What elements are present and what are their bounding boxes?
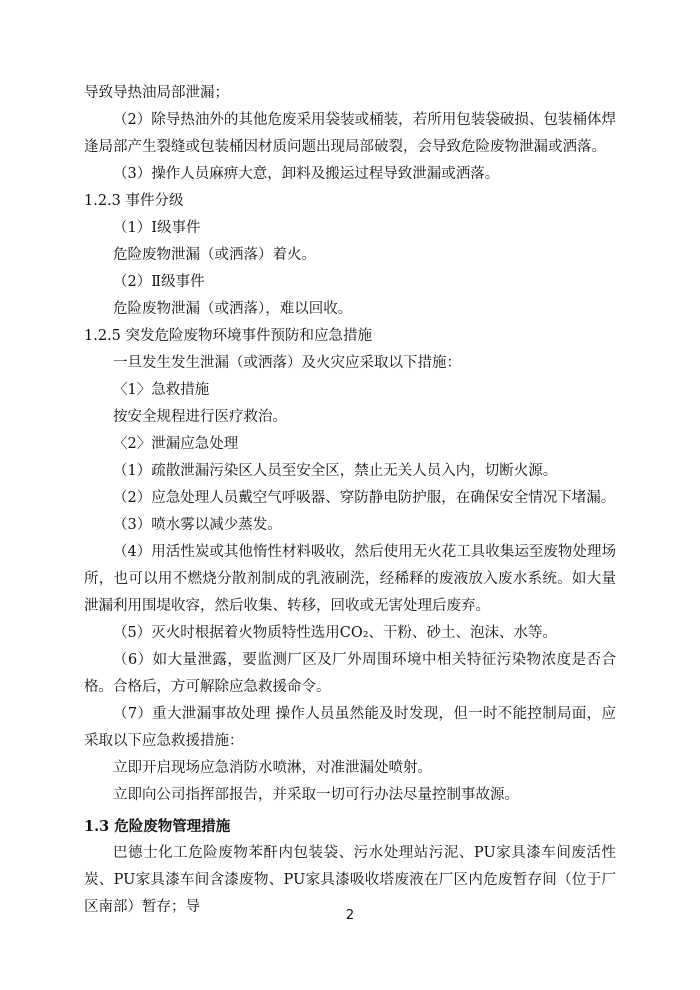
paragraph: 〈1〉急救措施 [113, 382, 210, 398]
paragraph: （5）灭火时根据着火物质特性选用CO₂、干粉、砂土、泡沫、水等。 [113, 625, 558, 641]
paragraph: （2）除导热油外的其他危废采用袋装或桶装，若所用包装袋破损、包装桶体焊逢局部产生裂缝或包装桶因材质问题出现局部破裂，会导致危险废物泄漏或洒落。 [84, 112, 616, 155]
paragraph: 1.2.3 事件分级 [84, 193, 184, 209]
paragraph: （3）喷水雾以减少蒸发。 [113, 517, 282, 533]
page-body [84, 80, 616, 921]
paragraph: 按安全规程进行医疗救治。 [113, 409, 287, 425]
paragraph: 危险废物泄漏（或洒落），难以回收。 [113, 301, 353, 317]
paragraph: 1.2.5 突发危险废物环境事件预防和应急措施 [84, 328, 373, 344]
paragraph: （1）Ⅰ级事件 [113, 220, 201, 236]
paragraph: （7）重大泄漏事故处理 操作人员虽然能及时发现，但一时不能控制局面，应采取以下应急救援措施： [84, 706, 616, 749]
paragraph: （4）用活性炭或其他惰性材料吸收，然后使用无火花工具收集运至废物处理场所，也可以用不燃烧分散剂制成的乳液刷洗，经稀释的废液放入废水系统。如大量泄漏利用围堤收容，然后收集、转移，回收或无害处理后废弃。 [84, 544, 616, 614]
paragraph: 导致导热油局部泄漏； [84, 85, 229, 101]
paragraph: （2）Ⅱ级事件 [113, 274, 205, 290]
paragraph: 立即向公司指挥部报告，并采取一切可行办法尽量控制事故源。 [113, 787, 519, 803]
paragraph: （1）疏散泄漏污染区人员至安全区，禁止无关人员入内，切断火源。 [113, 463, 558, 479]
paragraph: 〈2〉泄漏应急处理 [113, 436, 239, 452]
paragraph: （3）操作人员麻痹大意，卸料及搬运过程导致泄漏或洒落。 [113, 166, 500, 182]
paragraph: 巴德士化工危险废物苯酐内包装袋、污水处理站污泥、PU家具漆车间废活性炭、PU家具漆车间含漆废物、PU家具漆吸收塔废液在厂区内危废暂存间（位于厂区南部）暂存；导 [84, 845, 616, 915]
paragraph: 立即开启现场应急消防水喷淋，对准泄漏处喷射。 [113, 760, 432, 776]
paragraph: （6）如大量泄露，要监测厂区及厂外周围环境中相关特征污染物浓度是否合格。合格后，方可解除应急救援命令。 [84, 652, 616, 695]
page-number: 2 [345, 908, 355, 923]
paragraph: 一旦发生发生泄漏（或洒落）及火灾应采取以下措施： [113, 355, 461, 371]
paragraph: 危险废物泄漏（或洒落）着火。 [113, 247, 316, 263]
section-heading: 1.3 危险废物管理措施 [84, 818, 231, 835]
paragraph: （2）应急处理人员戴空气呼吸器、穿防静电防护服，在确保安全情况下堵漏。 [113, 490, 616, 506]
